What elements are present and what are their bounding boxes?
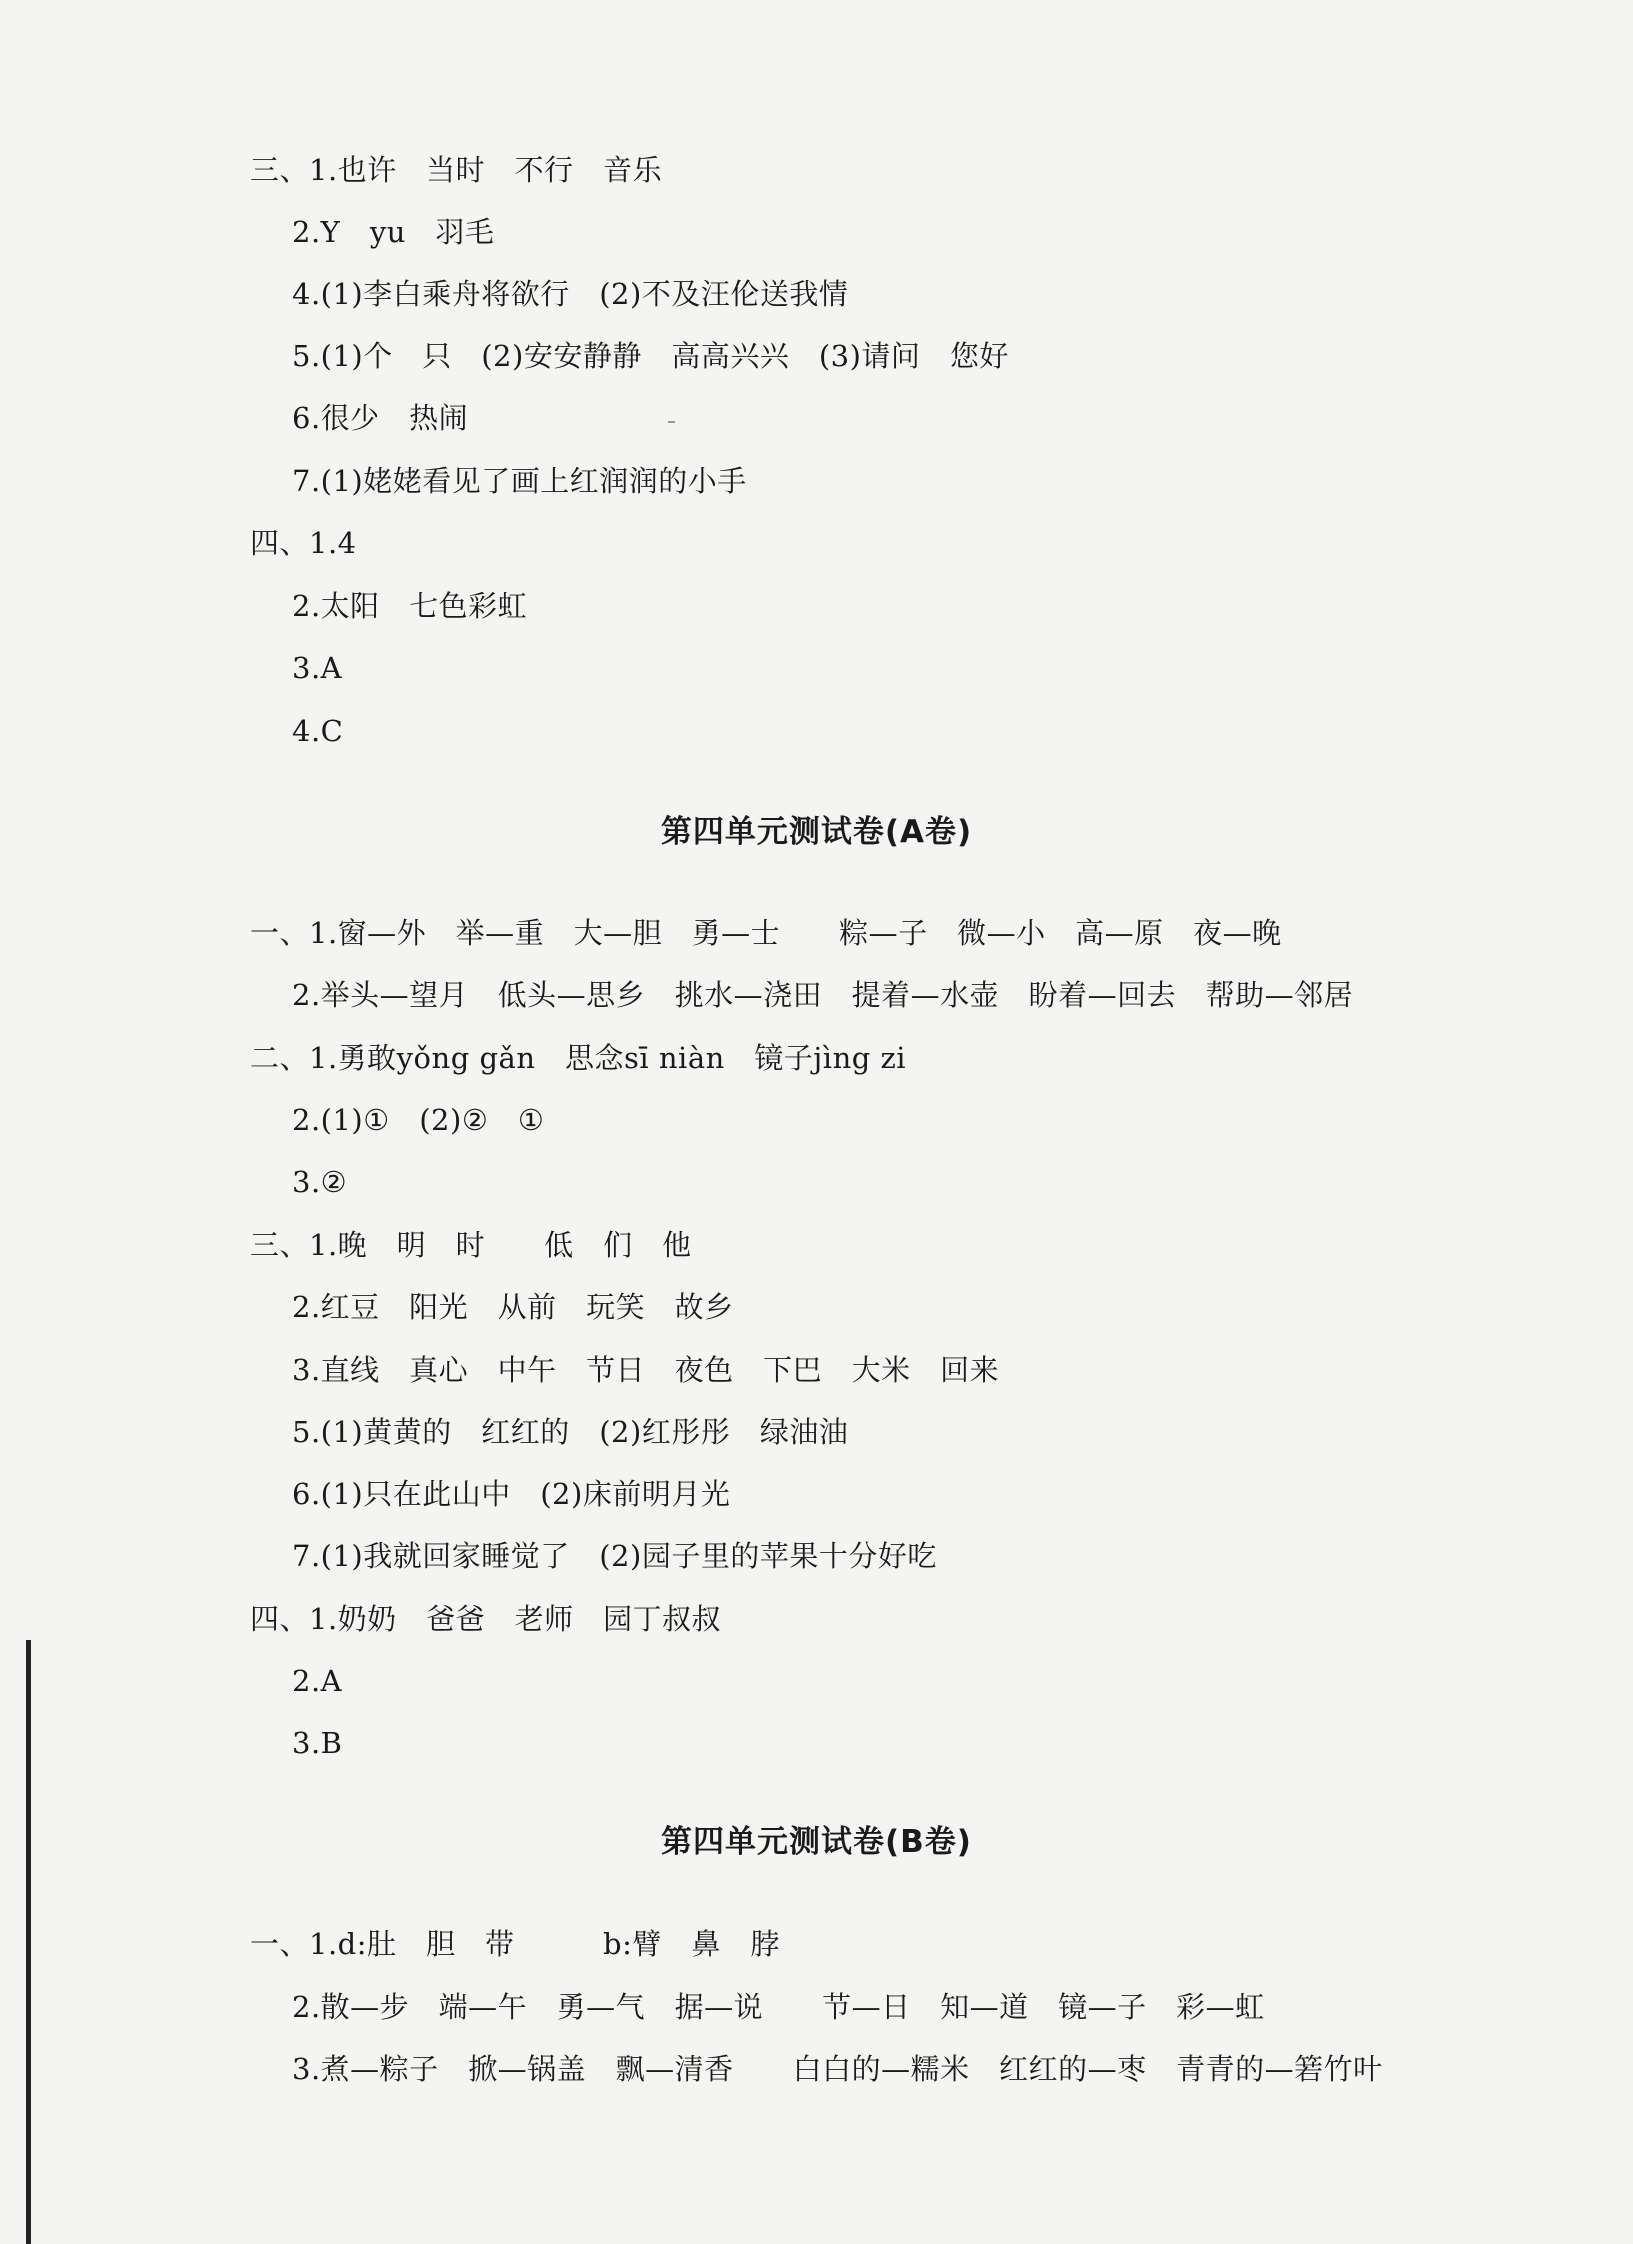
- section-b-title: 第四单元测试卷(B卷): [661, 1824, 972, 1860]
- answer-line: 2.A: [292, 1664, 343, 1698]
- answer-line: 4.C: [292, 714, 344, 748]
- scan-edge-shadow: [26, 1640, 31, 2244]
- answer-line: 一、1.d:肚 胆 带 b:臂 鼻 脖: [250, 1927, 780, 1961]
- answer-line: 7.(1)我就回家睡觉了 (2)园子里的苹果十分好吃: [292, 1539, 937, 1573]
- answer-line: 6.很少 热闹: [292, 401, 469, 435]
- answer-line: 3.煮—粽子 掀—锅盖 飘—清香 白白的—糯米 红红的—枣 青青的—箬竹叶: [292, 2052, 1383, 2086]
- answer-line: 三、1.晚 明 时 低 们 他: [250, 1228, 692, 1262]
- answer-line: 4.(1)李白乘舟将欲行 (2)不及汪伦送我情: [292, 277, 849, 311]
- answer-line: 四、1.4: [250, 526, 357, 560]
- answer-line: 三、1.也许 当时 不行 音乐: [250, 153, 663, 187]
- answer-line: 7.(1)姥姥看见了画上红润润的小手: [292, 464, 747, 498]
- section-a-title: 第四单元测试卷(A卷): [660, 814, 973, 850]
- answer-line: 5.(1)黄黄的 红红的 (2)红彤彤 绿油油: [292, 1415, 849, 1449]
- answer-line: 3.②: [292, 1165, 348, 1199]
- answer-line: 2.太阳 七色彩虹: [292, 589, 528, 623]
- answer-line: 四、1.奶奶 爸爸 老师 园丁叔叔: [250, 1602, 722, 1636]
- answer-line: 3.A: [292, 651, 343, 685]
- answer-line: 5.(1)个 只 (2)安安静静 高高兴兴 (3)请问 您好: [292, 339, 1009, 373]
- answer-line: 2.散—步 端—午 勇—气 据—说 节—日 知—道 镜—子 彩—虹: [292, 1990, 1265, 2024]
- answer-line: 2.红豆 阳光 从前 玩笑 故乡: [292, 1290, 734, 1324]
- scan-speck: [668, 421, 675, 423]
- answer-line: 3.直线 真心 中午 节日 夜色 下巴 大米 回来: [292, 1353, 1000, 1387]
- answer-line: 2.(1)① (2)② ①: [292, 1103, 545, 1137]
- answer-line: 6.(1)只在此山中 (2)床前明月光: [292, 1477, 731, 1511]
- answer-line: 3.B: [292, 1726, 343, 1760]
- answer-line: 二、1.勇敢yǒng gǎn 思念sī niàn 镜子jìng zi: [250, 1041, 907, 1075]
- answer-line: 一、1.窗—外 举—重 大—胆 勇—士 粽—子 微—小 高—原 夜—晚: [250, 916, 1282, 950]
- answer-line: 2.Y yu 羽毛: [292, 215, 495, 249]
- answer-line: 2.举头—望月 低头—思乡 挑水—浇田 提着—水壶 盼着—回去 帮助—邻居: [292, 978, 1354, 1012]
